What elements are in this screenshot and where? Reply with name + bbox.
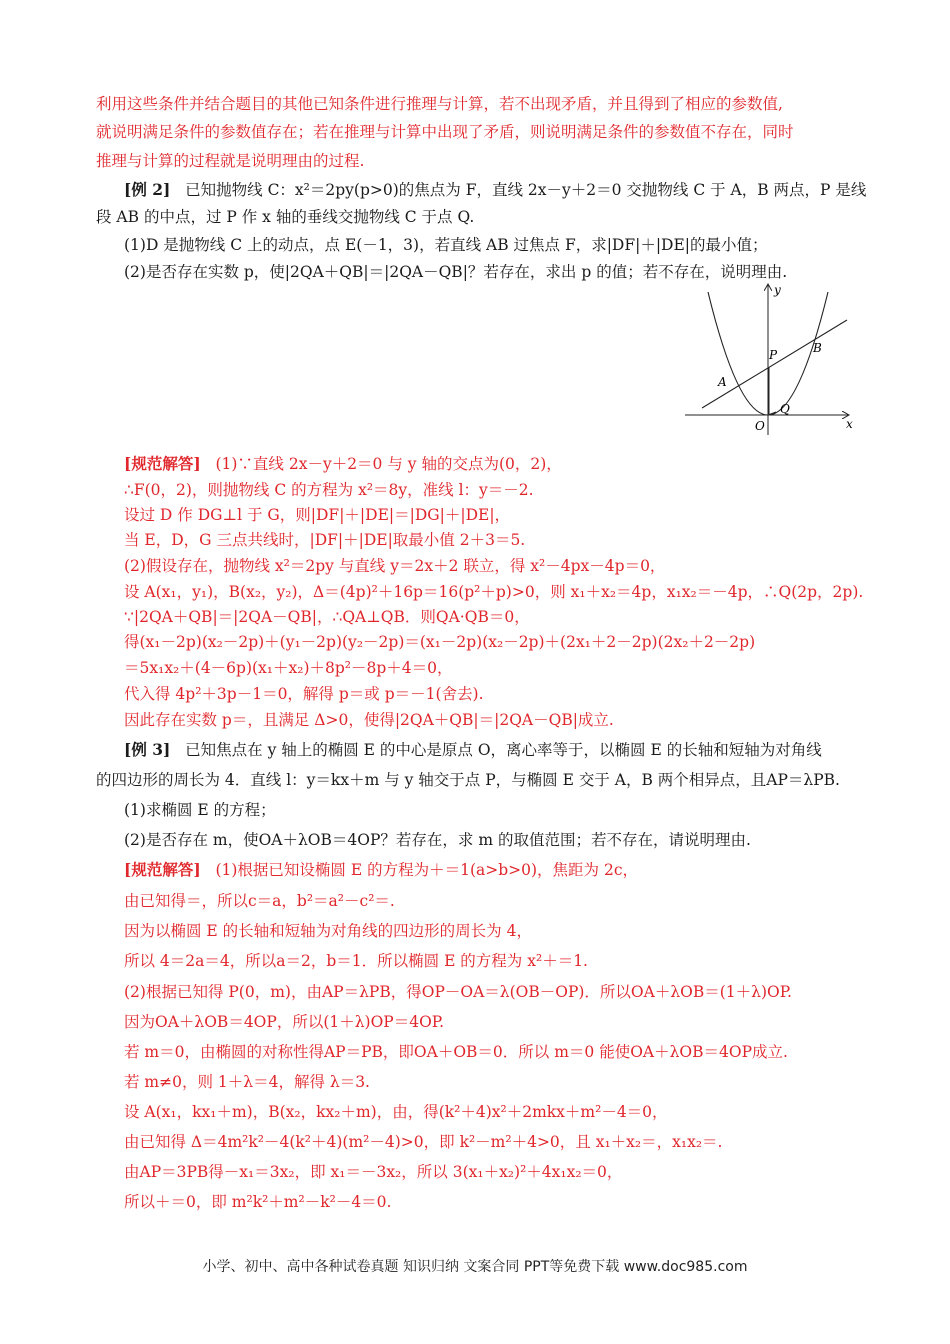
example2-solution-line-6: 设 A(x₁，y₁)，B(x₂，y₂)，Δ＝(4p)²＋16p＝16(p²＋p)>0，则 x₁＋x₂＝4p，x₁x₂＝－4p，∴Q(2p，2p). [124, 583, 864, 601]
example2-solution-tag: [规范解答] [124, 454, 201, 473]
label-a: A [718, 375, 727, 389]
intro-line-3: 推理与计算的过程就是说明理由的过程. [96, 152, 365, 170]
example2-solution-line-5: (2)假设存在，抛物线 x²＝2py 与直线 y＝2x＋2 联立，得 x²－4px－4p＝0， [124, 557, 666, 575]
example2-question-2: (2)是否存在实数 p，使|2QA＋QB|＝|2QA－QB|？若存在，求出 p 的值；若不存在，说明理由. [124, 263, 788, 281]
example2-text-1: 已知抛物线 C：x²＝2py(p>0)的焦点为 F，直线 2x－y＋2＝0 交抛物线 C 于 A，B 两点，P 是线 [185, 181, 867, 199]
example3-solution-line-11: 由AP＝3PB得－x₁＝3x₂，即 x₁＝－3x₂，所以 3(x₁＋x₂)²＋4x₁x₂＝0， [124, 1163, 623, 1181]
example3-solution-line-2: 由已知得＝，所以c＝a，b²＝a²－c²＝. [124, 892, 395, 910]
example2-solution-line-8: 得(x₁－2p)(x₂－2p)＋(y₁－2p)(y₂－2p)＝(x₁－2p)(x₂－2p)＋(2x₁＋2－2p)(2x₂＋2－2p) [124, 633, 756, 651]
example2-solution-text-1: (1)∵直线 2x－y＋2＝0 与 y 轴的交点为(0，2)， [215, 455, 562, 473]
example2-solution-line-9: ＝5x₁x₂＋(4－6p)(x₁＋x₂)＋8p²－8p＋4＝0， [124, 659, 453, 677]
example2-solution-line-1 [124, 454, 562, 474]
example2-solution-line-10: 代入得 4p²＋3p－1＝0，解得 p＝或 p＝－1(舍去). [124, 685, 484, 703]
example3-solution-line-7: 若 m＝0，由椭圆的对称性得AP＝PB，即OA＋OB＝0．所以 m＝0 能使OA＋λOB＝4OP成立. [124, 1043, 788, 1061]
example2-solution-line-4: 当 E，D，G 三点共线时，|DF|＋|DE|取最小值 2＋3＝5. [124, 531, 526, 549]
example3-solution-line-9: 设 A(x₁，kx₁＋m)，B(x₂，kx₂＋m)，由，得(k²＋4)x²＋2mkx＋m²－4＝0， [124, 1103, 668, 1121]
example2-solution-line-3: 设过 D 作 DG⊥l 于 G，则|DF|＋|DE|＝|DG|＋|DE|， [124, 506, 511, 524]
example3-solution-line-5: (2)根据已知得 P(0，m)，由AP＝λPB，得OP－OA＝λ(OB－OP)．所以OA＋λOB＝(1＋λ)OP. [124, 983, 792, 1001]
example3-question-2: (2)是否存在 m，使OA＋λOB＝4OP？若存在，求 m 的取值范围；若不存在，请说明理由. [124, 831, 751, 849]
example3-text-1: 已知焦点在 y 轴上的椭圆 E 的中心是原点 O，离心率等于，以椭圆 E 的长轴和短轴为对角线 [185, 741, 822, 759]
example3-solution-line-3: 因为以椭圆 E 的长轴和短轴为对角线的四边形的周长为 4， [124, 922, 532, 940]
label-p: P [769, 348, 778, 362]
page-footer: 小学、初中、高中各种试卷真题 知识归纳 文案合同 PPT等免费下载 www.doc985.com [202, 1259, 748, 1275]
label-o: O [755, 419, 765, 433]
example2-solution-line-11: 因此存在实数 p＝，且满足 Δ>0，使得|2QA＋QB|＝|2QA－QB|成立. [124, 711, 614, 729]
example2-solution-line-2: ∴F(0，2)，则抛物线 C 的方程为 x²＝8y，准线 l：y＝－2. [124, 481, 534, 499]
example3-line-2: 的四边形的周长为 4．直线 l：y＝kx＋m 与 y 轴交于点 P，与椭圆 E 交于 A，B 两个相异点，且AP＝λPB. [96, 771, 840, 789]
example3-solution-line-10: 由已知得 Δ＝4m²k²－4(k²＋4)(m²－4)>0，即 k²－m²＋4>0，且 x₁＋x₂＝，x₁x₂＝. [124, 1133, 723, 1151]
example3-solution-line-8: 若 m≠0，则 1＋λ＝4，解得 λ＝3. [124, 1073, 370, 1091]
line-ab [702, 320, 847, 408]
example3-solution-line-12: 所以＋＝0，即 m²k²＋m²－k²－4＝0. [124, 1193, 392, 1211]
example3-solution-line-4: 所以 4＝2a＝4，所以a＝2，b＝1．所以椭圆 E 的方程为 x²＋＝1. [124, 952, 588, 970]
example3-solution-line-1 [124, 860, 638, 880]
label-y: y [774, 283, 781, 297]
example3-tag: [例 3] [124, 740, 171, 759]
example2-question-1: (1)D 是抛物线 C 上的动点，点 E(－1，3)，若直线 AB 过焦点 F，求|DF|＋|DE|的最小值； [124, 236, 768, 254]
example2-tag: [例 2] [124, 180, 171, 199]
example3-solution-text-1: (1)根据已知设椭圆 E 的方程为＋＝1(a>b>0)，焦距为 2c， [215, 861, 639, 879]
example3-solution-line-6: 因为OA＋λOB＝4OP，所以(1＋λ)OP＝4OP. [124, 1013, 445, 1031]
example3-line-1 [124, 740, 822, 760]
example3-solution-tag: [规范解答] [124, 860, 201, 879]
example2-line-1 [124, 180, 866, 200]
label-q: Q [780, 402, 790, 416]
parabola-figure [680, 280, 860, 440]
label-x: x [846, 417, 853, 431]
intro-line-2: 就说明满足条件的参数值存在；若在推理与计算中出现了矛盾，则说明满足条件的参数值不存在，同时 [96, 123, 794, 141]
example2-line-2: 段 AB 的中点，过 P 作 x 轴的垂线交抛物线 C 于点 Q. [96, 208, 475, 226]
example3-question-1: (1)求椭圆 E 的方程； [124, 801, 276, 819]
example2-solution-line-7: ∵|2QA＋QB|＝|2QA－QB|，∴QA⊥QB．则QA·QB＝0， [124, 608, 530, 626]
label-b: B [813, 341, 822, 355]
intro-line-1: 利用这些条件并结合题目的其他已知条件进行推理与计算，若不出现矛盾，并且得到了相应的参数值, [96, 95, 783, 113]
